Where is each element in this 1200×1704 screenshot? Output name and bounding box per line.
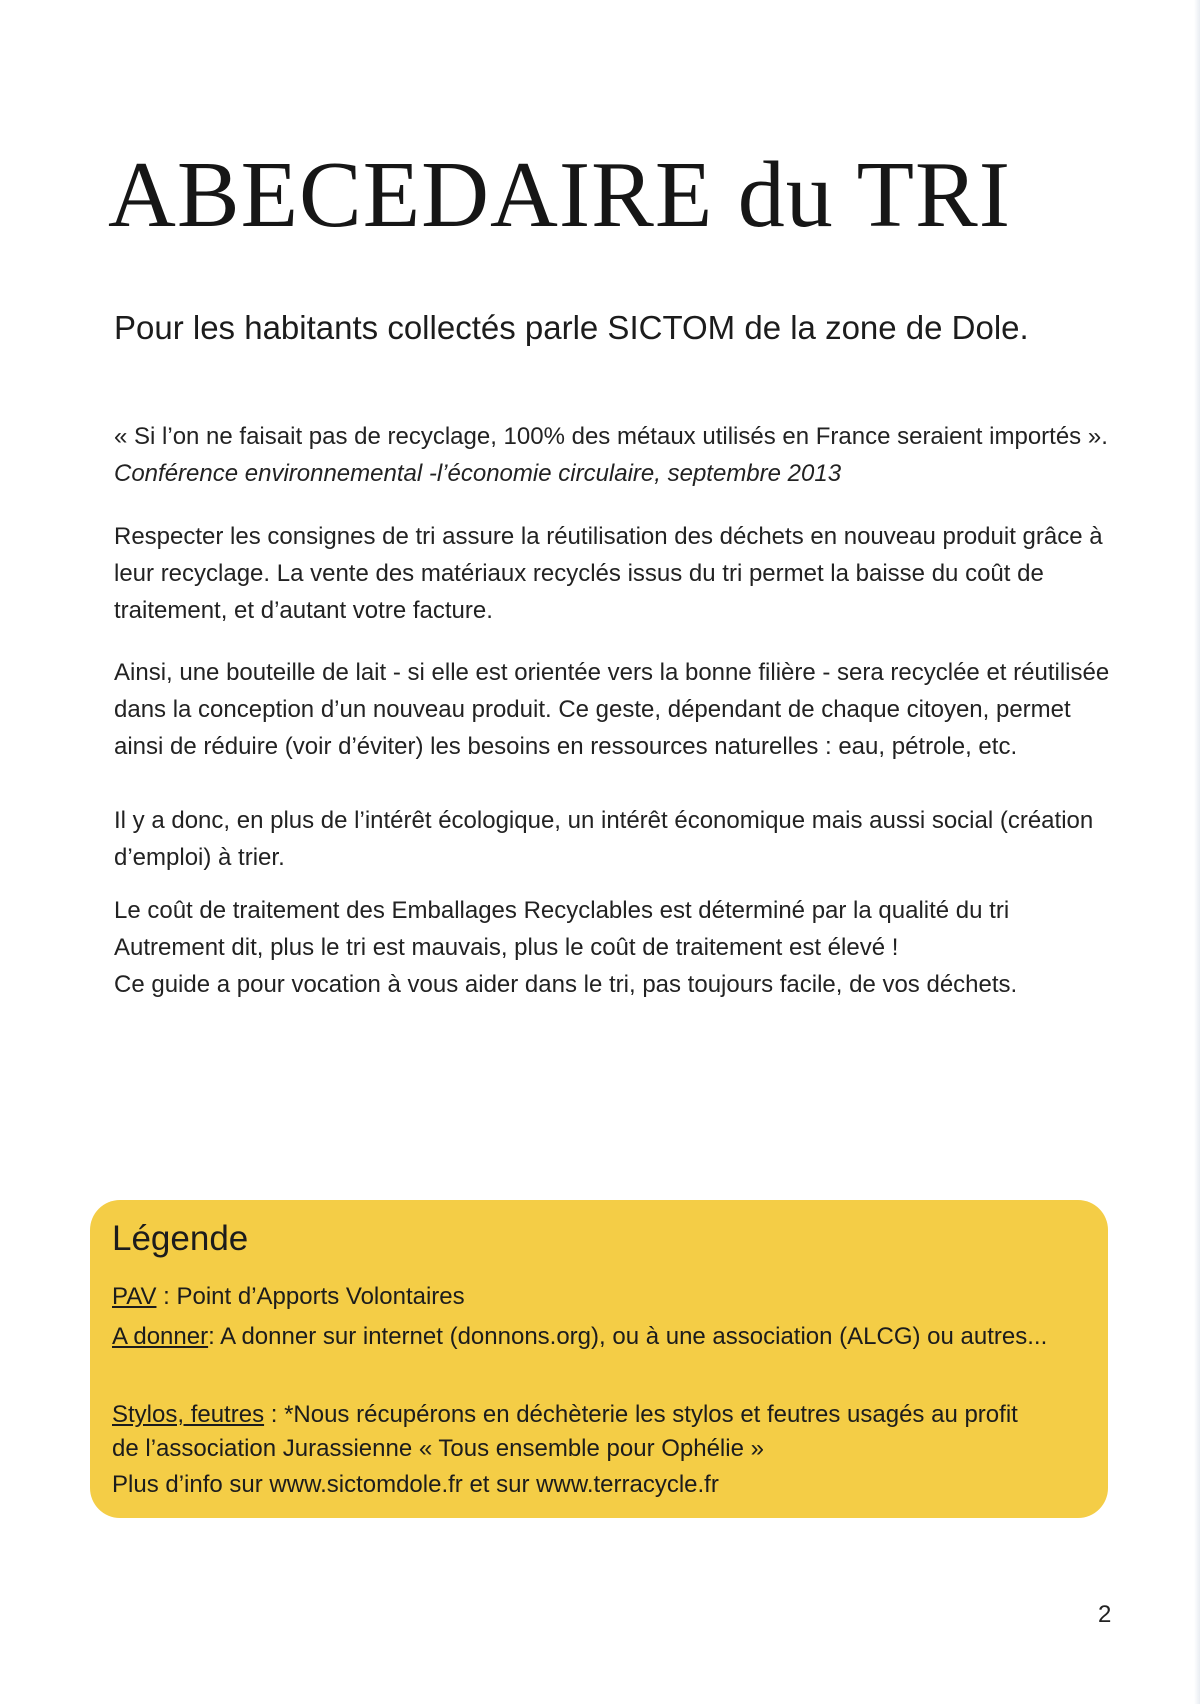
legend-item-stylos xyxy=(112,1398,1102,1432)
legend-term-pav: PAV xyxy=(112,1283,157,1310)
paragraph-cout-line-2: Autrement dit, plus le tri est mauvais, plus le coût de traitement est élevé ! xyxy=(114,934,899,961)
page-subtitle: Pour les habitants collectés parle SICTOM de la zone de Dole. xyxy=(114,309,1029,346)
page-title: ABECEDAIRE du TRI xyxy=(108,143,1012,247)
paragraph-bouteille: Ainsi, une bouteille de lait - si elle est orientée vers la bonne filière - sera recyclée et réutilisée dans la conception d’un nouveau produit. Ce geste, dépendant de chaque citoyen, permet ainsi de réduire (voir d’éviter) les besoins en ressources naturelles : eau, pétrole, etc. xyxy=(114,659,1110,760)
legend-term-donner: A donner xyxy=(112,1323,209,1350)
legend-def-donner: : A donner sur internet (donnons.org), ou à une association (ALCG) ou autres... xyxy=(208,1323,1048,1350)
legend-info-line: Plus d’info sur www.sictomdole.fr et sur www.terracycle.fr xyxy=(112,1471,719,1498)
quote-source: Conférence environnemental -l’économie circulaire, septembre 2013 xyxy=(114,460,842,487)
legend-term-stylos: Stylos, feutres xyxy=(112,1401,265,1428)
legend-box xyxy=(90,1200,1108,1518)
quote-paragraph xyxy=(114,418,1119,492)
quote-text: « Si l’on ne faisait pas de recyclage, 100% des métaux utilisés en France seraient importés ». xyxy=(114,423,1108,450)
legend-def-stylos: : *Nous récupérons en déchèterie les stylos et feutres usagés au profit xyxy=(264,1401,1018,1428)
page-number: 2 xyxy=(1098,1601,1112,1628)
legend-stylos-line-2: de l’association Jurassienne « Tous ensemble pour Ophélie » xyxy=(112,1435,764,1462)
legend-def-pav: : Point d’Apports Volontaires xyxy=(156,1283,465,1310)
paragraph-cout xyxy=(114,892,1119,1003)
paragraph-cout-line-1: Le coût de traitement des Emballages Recyclables est déterminé par la qualité du tri xyxy=(114,897,1010,924)
legend-item-donner xyxy=(112,1320,1102,1354)
paragraph-cout-line-3: Ce guide a pour vocation à vous aider dans le tri, pas toujours facile, de vos déchets. xyxy=(114,971,1018,998)
page-edge xyxy=(1194,0,1200,1704)
legend-item-pav xyxy=(112,1280,1102,1314)
paragraph-consignes: Respecter les consignes de tri assure la réutilisation des déchets en nouveau produit grâce à leur recyclage. La vente des matériaux recyclés issus du tri permet la baisse du coût de traitement, et d’autant votre facture. xyxy=(114,523,1103,624)
legend-title: Légende xyxy=(112,1219,249,1258)
paragraph-interet: Il y a donc, en plus de l’intérêt écologique, un intérêt économique mais aussi social (création d’emploi) à trier. xyxy=(114,807,1094,871)
